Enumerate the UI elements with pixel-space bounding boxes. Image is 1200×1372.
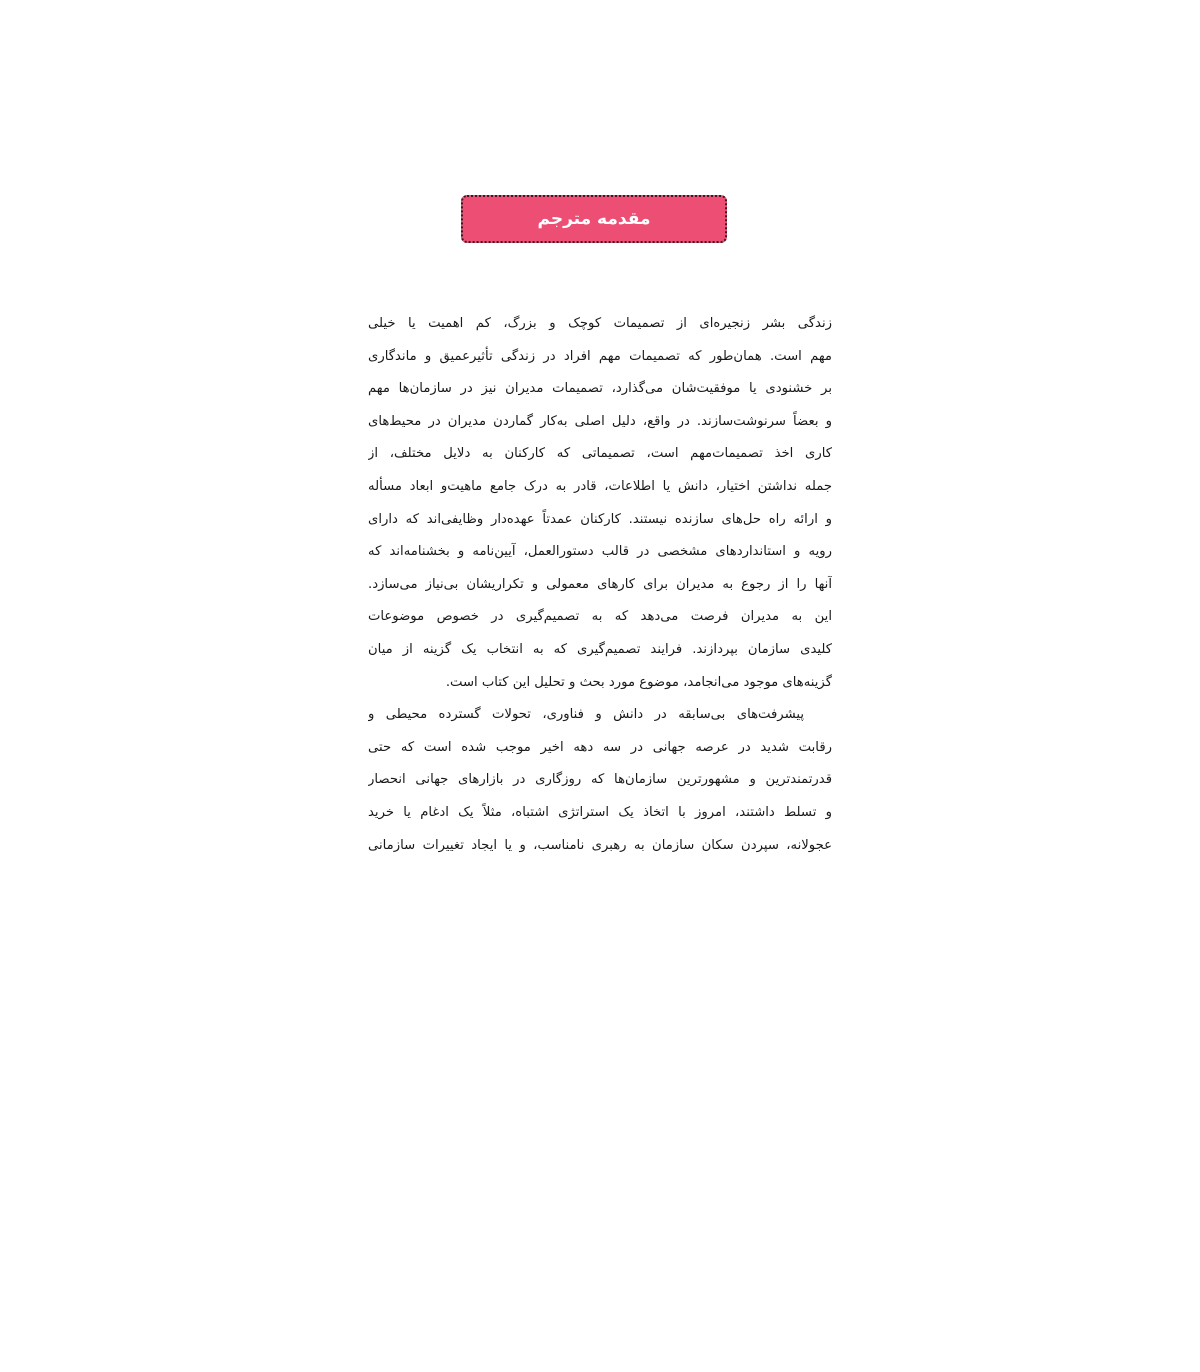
- text-line: زندگی بشر زنجیره‌ای از تصمیمات کوچک و بزرگ، کم اهمیت یا خیلی: [368, 316, 832, 331]
- text-line: پیشرفت‌های بی‌سابقه در دانش و فناوری، تحولات گسترده محیطی و: [368, 707, 804, 723]
- text-line: بر خشنودی یا موفقیت‌شان می‌گذارد، تصمیمات مدیران نیز در سازمان‌ها مهم: [368, 381, 832, 397]
- text-line: رقابت شدید در عرصه جهانی در سه دهه اخیر موجب شده است که حتی: [368, 739, 832, 755]
- chapter-heading-box: [461, 195, 727, 243]
- text-line: این به مدیران فرصت می‌دهد که به تصمیم‌گیری در خصوص موضوعات: [368, 609, 832, 625]
- text-line: آنها را از رجوع به مدیران برای کارهای معمولی و تکراریشان بی‌نیاز می‌سازد.: [368, 576, 832, 592]
- text-line: رویه و استانداردهای مشخصی در قالب دستورالعمل، آیین‌نامه و بخشنامه‌اند که: [368, 544, 832, 560]
- text-line: گزینه‌های موجود می‌انجامد، موضوع مورد بحث و تحلیل این کتاب است.: [445, 674, 832, 690]
- text-line: عجولانه، سپردن سکان سازمان به رهبری نامناسب، و یا ایجاد تغییرات سازمانی: [368, 837, 832, 853]
- text-line: و ارائه راه حل‌های سازنده نیستند. کارکنان عمدتاً عهده‌دار وظایفی‌اند که دارای: [368, 511, 832, 527]
- body-text: [368, 308, 832, 862]
- text-line: مهم است. همان‌طور که تصمیمات مهم افراد در زندگی تأثیرعمیق و ماندگاری: [368, 348, 832, 364]
- chapter-heading-title: مقدمه مترجم: [537, 209, 651, 229]
- text-line: کاری اخذ تصمیمات‌مهم است، تصمیماتی که کارکنان به دلایل مختلف، از: [368, 446, 832, 462]
- text-line: و بعضاً سرنوشت‌سازند. در واقع، دلیل اصلی به‌کار گماردن مدیران در محیط‌های: [368, 413, 832, 429]
- text-line: قدرتمندترین و مشهورترین سازمان‌ها که روزگاری در بازارهای جهانی انحصار: [368, 772, 832, 788]
- text-line: کلیدی سازمان بپردازند. فرایند تصمیم‌گیری که به انتخاب یک گزینه از میان: [368, 641, 832, 657]
- paragraph-2: [368, 699, 832, 862]
- paragraph-1: [368, 308, 832, 699]
- text-line: و تسلط داشتند، امروز با اتخاذ یک استراتژی اشتباه، مثلاً یک ادغام یا خرید: [368, 804, 832, 820]
- text-line: جمله نداشتن اختیار، دانش یا اطلاعات، قادر به درک جامع ماهیت‌و ابعاد مسأله: [368, 478, 832, 494]
